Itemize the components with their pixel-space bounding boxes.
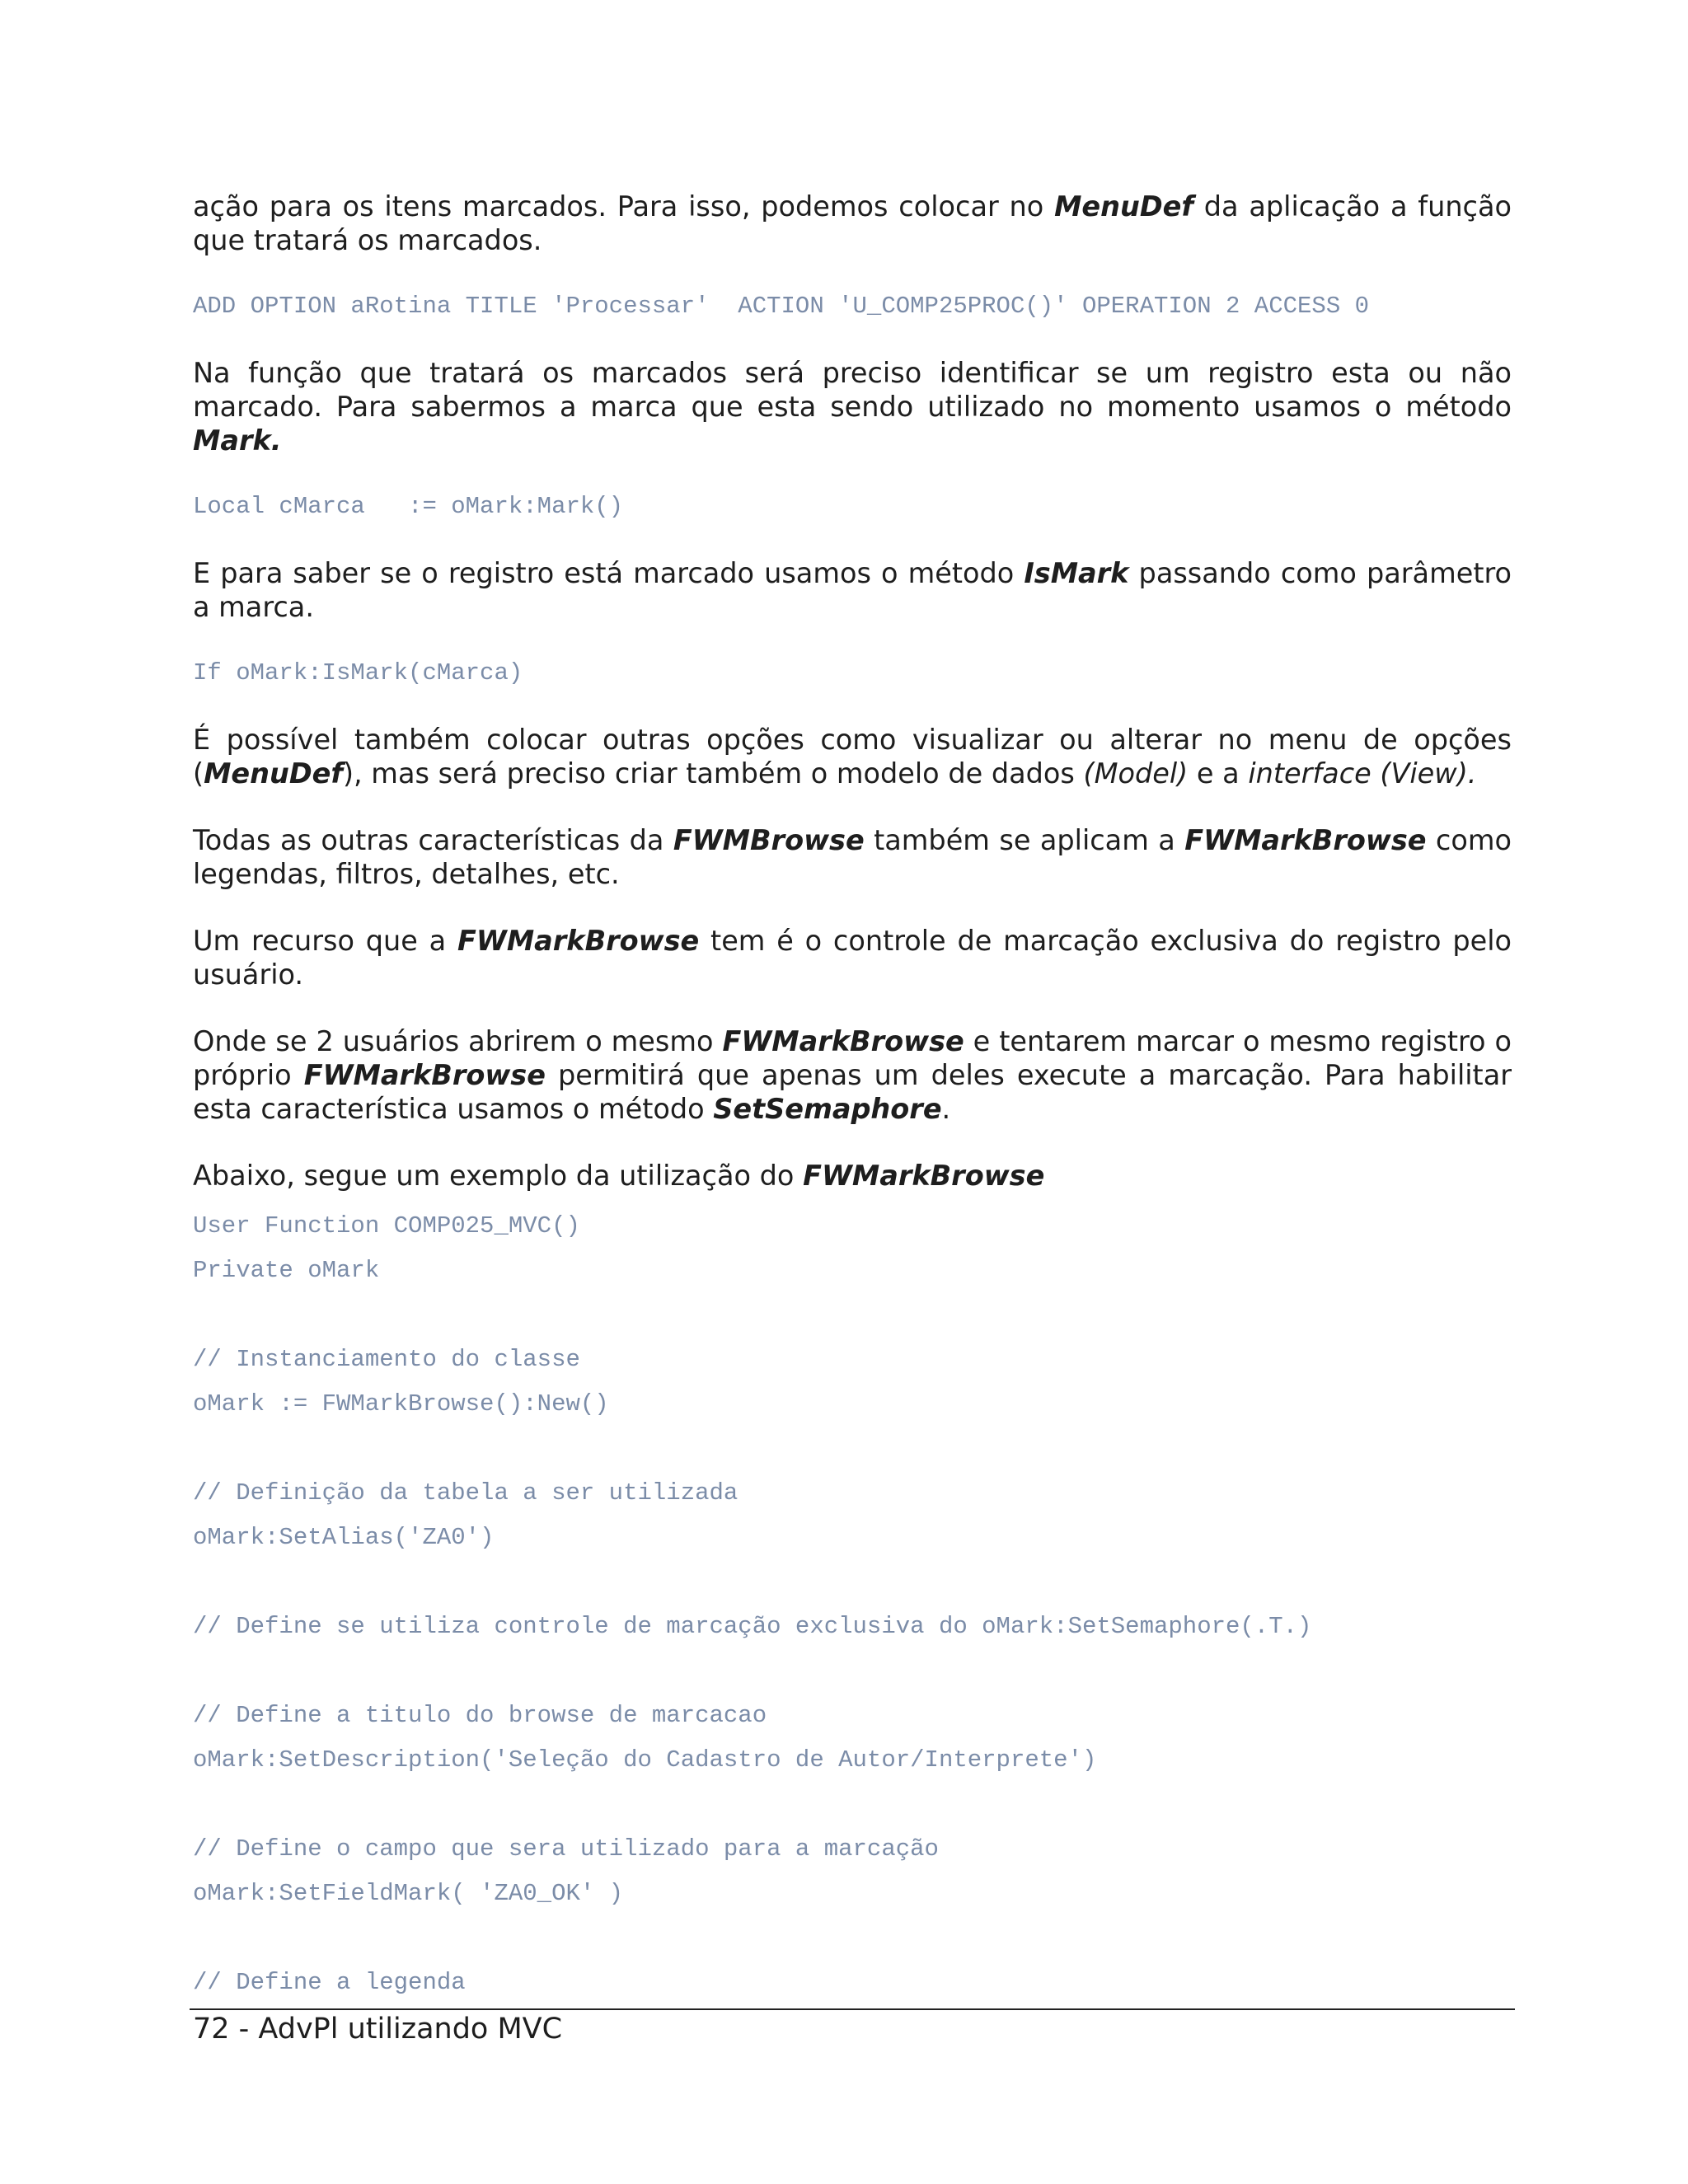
page-content <box>193 190 1512 2005</box>
term-view: interface (View). <box>1248 757 1477 790</box>
code-line: If oMark:IsMark(cMarca) <box>193 659 523 687</box>
term-fwmarkbrowse: FWMarkBrowse <box>1184 824 1427 856</box>
term-mark: Mark. <box>193 424 282 457</box>
paragraph-characteristics: Todas as outras características da FWMBrowse também se aplicam a FWMarkBrowse como legendas, filtros, detalhes, etc. <box>193 824 1512 890</box>
footer-divider <box>190 2008 1515 2010</box>
code-comment-line: // Define o campo que sera utilizado para a marcação <box>193 1835 939 1863</box>
code-line: ADD OPTION aRotina TITLE 'Processar' ACTION 'U_COMP25PROC()' OPERATION 2 ACCESS 0 <box>193 293 1370 320</box>
paragraph-exclusive-marking: Um recurso que a FWMarkBrowse tem é o controle de marcação exclusiva do registro pelo usuário. <box>193 925 1512 991</box>
code-listing-example <box>193 1204 1512 2005</box>
paragraph-example-intro: Abaixo, segue um exemplo da utilização do FWMarkBrowse <box>193 1160 1045 1192</box>
paragraph-ismark-method: E para saber se o registro está marcado usamos o método IsMark passando como parâmetro a marca. <box>193 557 1512 623</box>
page-footer: 72 - AdvPl utilizando MVC <box>193 2013 563 2046</box>
paragraph-mark-method: Na função que tratará os marcados será preciso identificar se um registro esta ou não marcado. Para sabermos a marca que esta sendo utilizado no momento usamos o método Mark. <box>193 357 1512 457</box>
code-comment-line: // Definição da tabela a ser utilizada <box>193 1479 738 1507</box>
term-menudef: MenuDef <box>1054 190 1193 223</box>
term-menudef: MenuDef <box>204 757 343 790</box>
paragraph-menudef-intro: ação para os itens marcados. Para isso, podemos colocar no MenuDef da aplicação a função que tratará os marcados. <box>193 190 1512 256</box>
code-blank-line <box>193 1427 1512 1471</box>
code-line: Local cMarca := oMark:Mark() <box>193 493 624 520</box>
code-blank-line <box>193 1649 1512 1694</box>
code-snippet-local-cmarca <box>193 490 1512 523</box>
code-snippet-if-ismark <box>193 657 1512 690</box>
code-comment-line: // Define a titulo do browse de marcacao <box>193 1702 767 1729</box>
code-comment-line: // Define a legenda <box>193 1969 466 1996</box>
code-blank-line <box>193 1293 1512 1338</box>
code-blank-line <box>193 1783 1512 1827</box>
code-comment-line: // Instanciamento do classe <box>193 1346 580 1373</box>
code-line: Private oMark <box>193 1257 380 1284</box>
paragraph-semaphore: Onde se 2 usuários abrirem o mesmo FWMarkBrowse e tentarem marcar o mesmo registro o próprio FWMarkBrowse permitirá que apenas um deles execute a marcação. Para habilitar esta característica usamos o método SetSemaphore. <box>193 1025 1512 1125</box>
code-comment-line: // Define se utiliza controle de marcação exclusiva do oMark:SetSemaphore(.T.) <box>193 1613 1312 1640</box>
code-snippet-add-option <box>193 290 1512 323</box>
term-fwmarkbrowse: FWMarkBrowse <box>457 925 700 957</box>
code-line: oMark := FWMarkBrowse():New() <box>193 1390 609 1418</box>
term-fwmarkbrowse: FWMarkBrowse <box>303 1059 546 1091</box>
term-model: (Model) <box>1083 757 1189 790</box>
paragraph-other-options: É possível também colocar outras opções como visualizar ou alterar no menu de opções (MenuDef), mas será preciso criar também o modelo de dados (Model) e a interface (View). <box>193 724 1512 790</box>
code-blank-line <box>193 1560 1512 1605</box>
code-line: User Function COMP025_MVC() <box>193 1212 580 1240</box>
term-fwmbrowse: FWMBrowse <box>673 824 865 856</box>
code-line: oMark:SetFieldMark( 'ZA0_OK' ) <box>193 1880 624 1907</box>
code-blank-line <box>193 1916 1512 1961</box>
code-line: oMark:SetAlias('ZA0') <box>193 1524 495 1551</box>
term-fwmarkbrowse: FWMarkBrowse <box>722 1025 964 1057</box>
term-setsemaphore: SetSemaphore <box>713 1093 942 1125</box>
term-fwmarkbrowse: FWMarkBrowse <box>803 1160 1045 1192</box>
term-ismark: IsMark <box>1024 557 1129 589</box>
code-line: oMark:SetDescription('Seleção do Cadastro de Autor/Interprete') <box>193 1746 1097 1774</box>
